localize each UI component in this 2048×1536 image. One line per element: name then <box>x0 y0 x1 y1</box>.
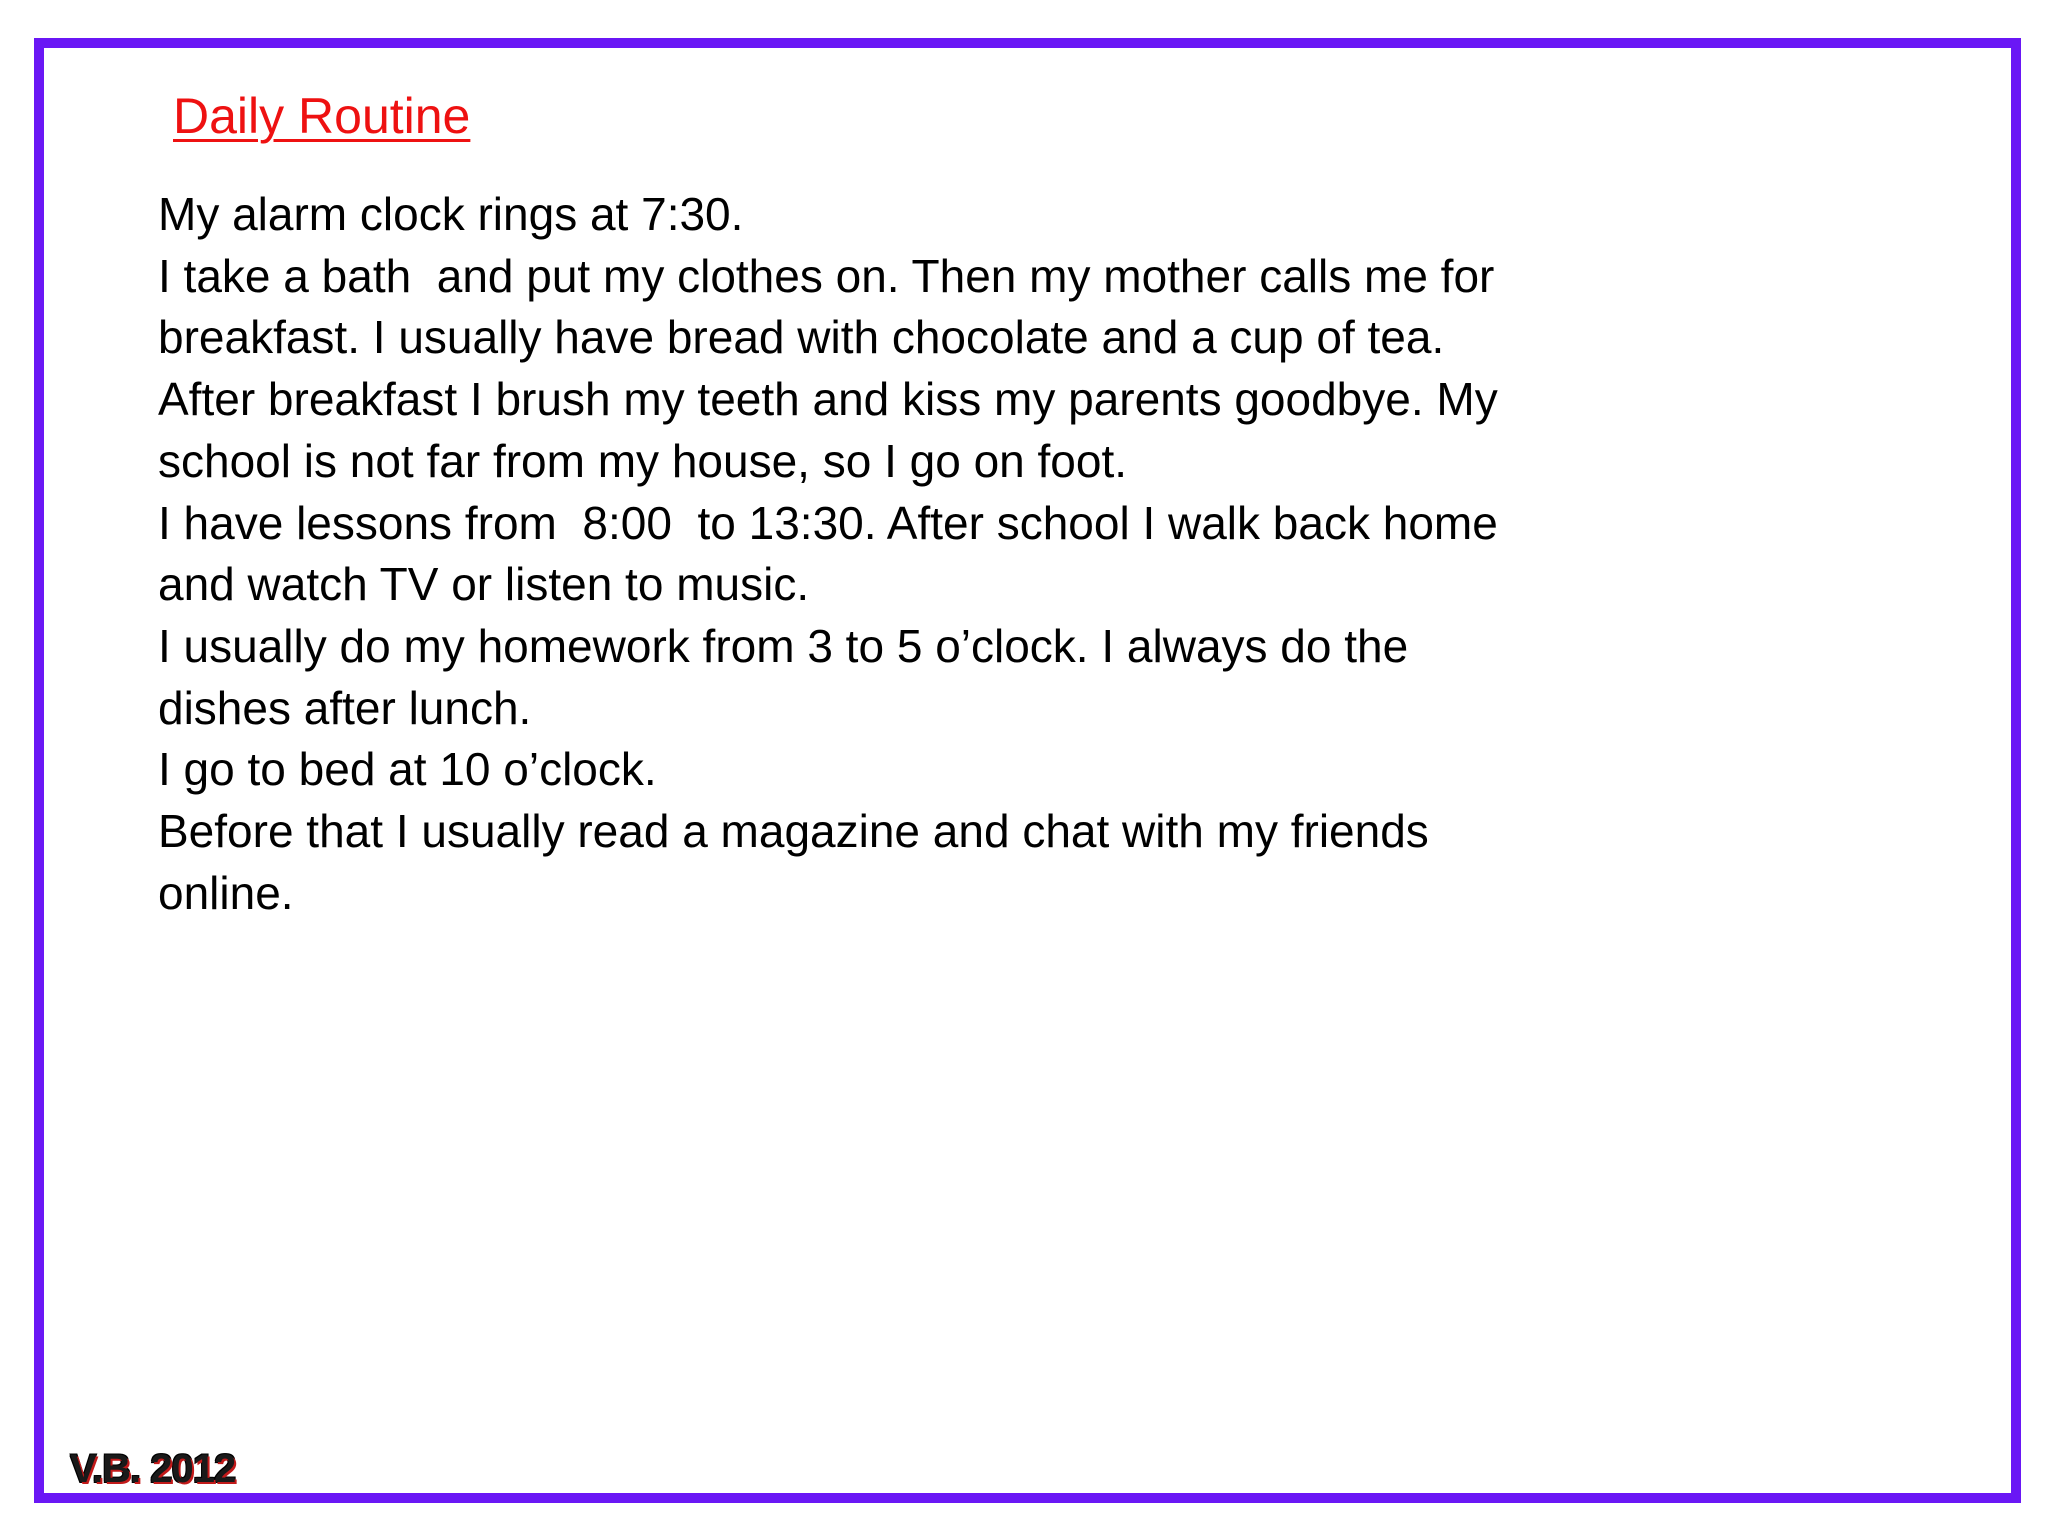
text-line: dishes after lunch. <box>158 681 532 734</box>
text-line: school is not far from my house, so I go on foot. <box>158 434 1128 487</box>
text-line: I go to bed at 10 o’clock. <box>158 743 657 796</box>
signature-footer: V.B. 2012 <box>70 1447 236 1491</box>
text-line: After breakfast I brush my teeth and kiss my parents goodbye. My <box>158 373 1498 426</box>
text-line: Before that I usually read a magazine and chat with my friends <box>158 805 1429 858</box>
text-line: online. <box>158 866 294 919</box>
body-text <box>158 184 1718 924</box>
text-line: I take a bath and put my clothes on. Then my mother calls me for <box>158 249 1495 302</box>
text-line: breakfast. I usually have bread with chocolate and a cup of tea. <box>158 311 1445 364</box>
text-line: and watch TV or listen to music. <box>158 558 810 611</box>
text-line: I usually do my homework from 3 to 5 o’clock. I always do the <box>158 619 1409 672</box>
text-line: I have lessons from 8:00 to 13:30. After school I walk back home <box>158 496 1498 549</box>
text-line: My alarm clock rings at 7:30. <box>158 188 744 240</box>
slide-title: Daily Routine <box>173 88 471 144</box>
